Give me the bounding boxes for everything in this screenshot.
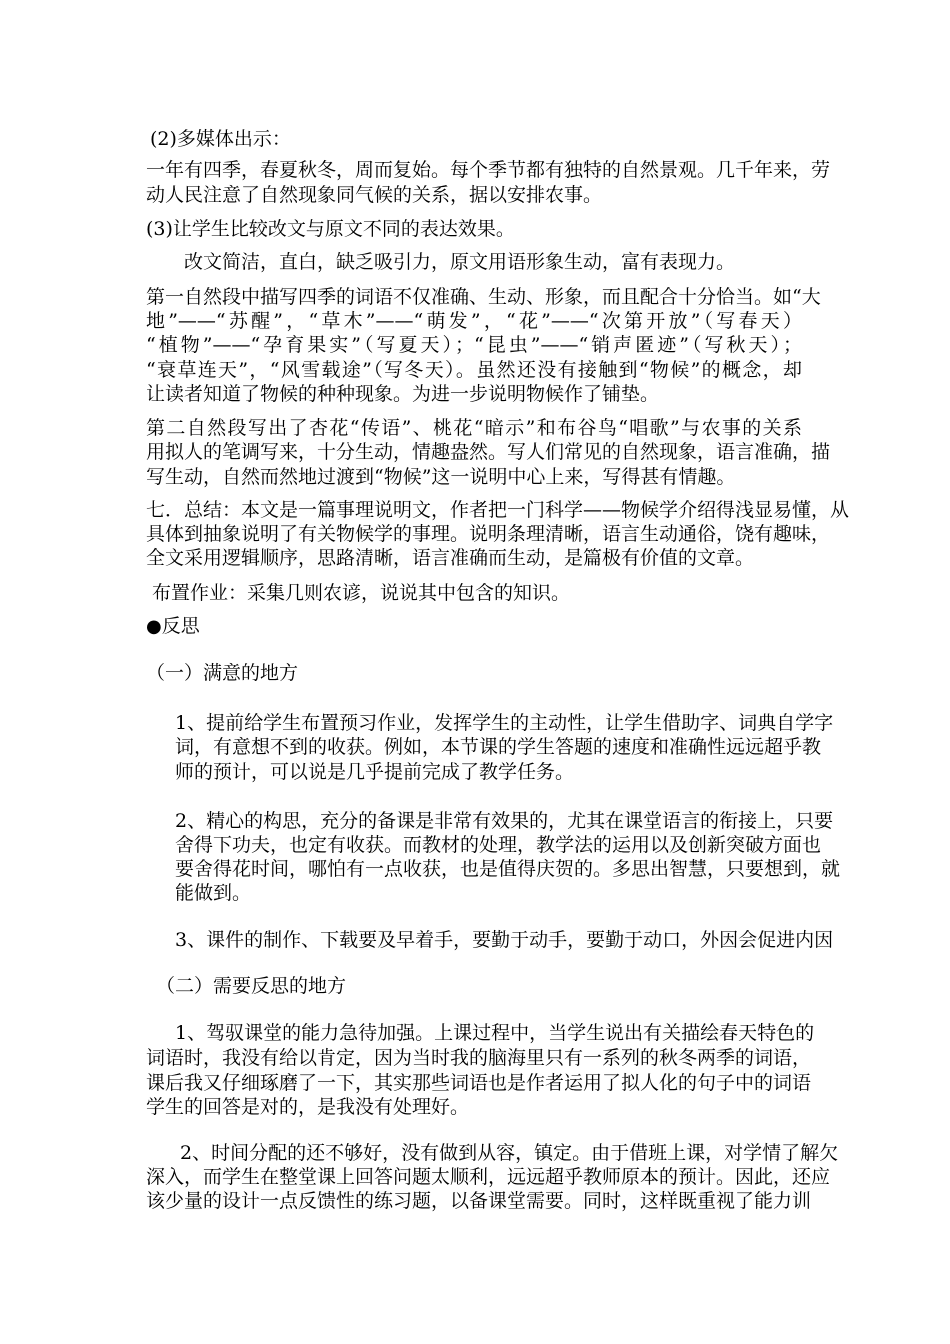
body-line: 地”——“苏醒”，“草木”——“萌发”，“花”——“次第开放”（写春天）	[146, 310, 802, 332]
reflection-line: 词语时，我没有给以肯定，因为当时我的脑海里只有一系列的秋冬两季的词语，	[146, 1047, 812, 1069]
reflection-line: 师的预计，可以说是几乎提前完成了教学任务。	[175, 761, 575, 783]
reflection-line: 舍得下功夫，也定有收获。而教材的处理，教学法的运用以及创新突破方面也	[175, 834, 822, 856]
reflection-line: 1、驾驭课堂的能力急待加强。上课过程中，当学生说出有关描绘春天特色的	[175, 1022, 815, 1044]
reflection-line: 深入，而学生在整堂课上回答问题太顺利，远远超乎教师原本的预计。因此，还应	[146, 1166, 831, 1188]
body-line: 让读者知道了物候的种种现象。为进一步说明物候作了铺垫。	[146, 383, 660, 405]
body-line: 第二自然段写出了杏花“传语”、桃花“暗示”和布谷鸟“唱歌”与农事的关系	[146, 417, 802, 439]
reflection-line: 2、时间分配的还不够好，没有做到从容，镇定。由于借班上课，对学情了解欠	[180, 1142, 839, 1164]
improve-heading: （二）需要反思的地方	[156, 975, 347, 997]
reflection-line: 要舍得花时间，哪怕有一点收获，也是值得庆贺的。多思出智慧，只要想到，就	[175, 858, 841, 880]
summary-line: 具体到抽象说明了有关物候学的事理。说明条理清晰，语言生动通俗，饶有趣味，	[146, 523, 831, 545]
reflection-line: 3、课件的制作、下载要及早着手，要勤于动手，要勤于动口，外因会促进内因	[175, 929, 834, 951]
reflection-line: 课后我又仔细琢磨了一下，其实那些词语也是作者运用了拟人化的句子中的词语	[146, 1072, 812, 1094]
reflection-line: 2、精心的构思，充分的备课是非常有效果的，尤其在课堂语言的衔接上，只要	[175, 810, 834, 832]
body-line: 写生动，自然而然地过渡到“物候”这一说明中心上来，写得甚有情趣。	[146, 466, 736, 488]
body-line: 动人民注意了自然现象同气候的关系，据以安排农事。	[146, 184, 603, 206]
summary-line: 七．总结：本文是一篇事理说明文，作者把一门科学——物候学介绍得浅显易懂，从	[146, 499, 850, 521]
multimedia-heading: (2)多媒体出示：	[150, 128, 291, 150]
reflection-line: 词，有意想不到的收获。例如，本节课的学生答题的速度和准确性远远超乎教	[175, 736, 822, 758]
satisfied-heading: （一）满意的地方	[146, 662, 299, 684]
body-line: 一年有四季，春夏秋冬，周而复始。每个季节都有独特的自然景观。几千年来，劳	[146, 159, 831, 181]
body-line: 第一自然段中描写四季的词语不仅准确、生动、形象，而且配合十分恰当。如“大	[146, 286, 821, 308]
bullet-icon: ●	[146, 616, 162, 637]
reflection-line: 学生的回答是对的，是我没有处理好。	[146, 1096, 470, 1118]
reflection-heading	[146, 614, 200, 639]
reflection-line: 1、提前给学生布置预习作业，发挥学生的主动性，让学生借助字、词典自学字	[175, 712, 834, 734]
body-line: “衰草连天”，“风雪载途”（写冬天）。虽然还没有接触到“物候”的概念，却	[146, 359, 802, 381]
comparison-heading: (3)让学生比较改文与原文不同的表达效果。	[146, 218, 515, 240]
reflection-title: 反思	[161, 615, 200, 637]
reflection-line: 能做到。	[175, 882, 252, 904]
body-line: 改文简洁，直白，缺乏吸引力，原文用语形象生动，富有表现力。	[184, 251, 736, 273]
homework-line: 布置作业：采集几则农谚，说说其中包含的知识。	[152, 582, 571, 604]
body-line: 用拟人的笔调写来，十分生动，情趣盎然。写人们常见的自然现象，语言准确，描	[146, 441, 831, 463]
body-line: “植物”——“孕育果实”（写夏天）；“昆虫”——“销声匿迹”（写秋天）；	[146, 334, 802, 356]
reflection-line: 该少量的设计一点反馈性的练习题，以备课堂需要。同时，这样既重视了能力训	[146, 1190, 812, 1212]
summary-line: 全文采用逻辑顺序，思路清晰，语言准确而生动，是篇极有价值的文章。	[146, 547, 755, 569]
